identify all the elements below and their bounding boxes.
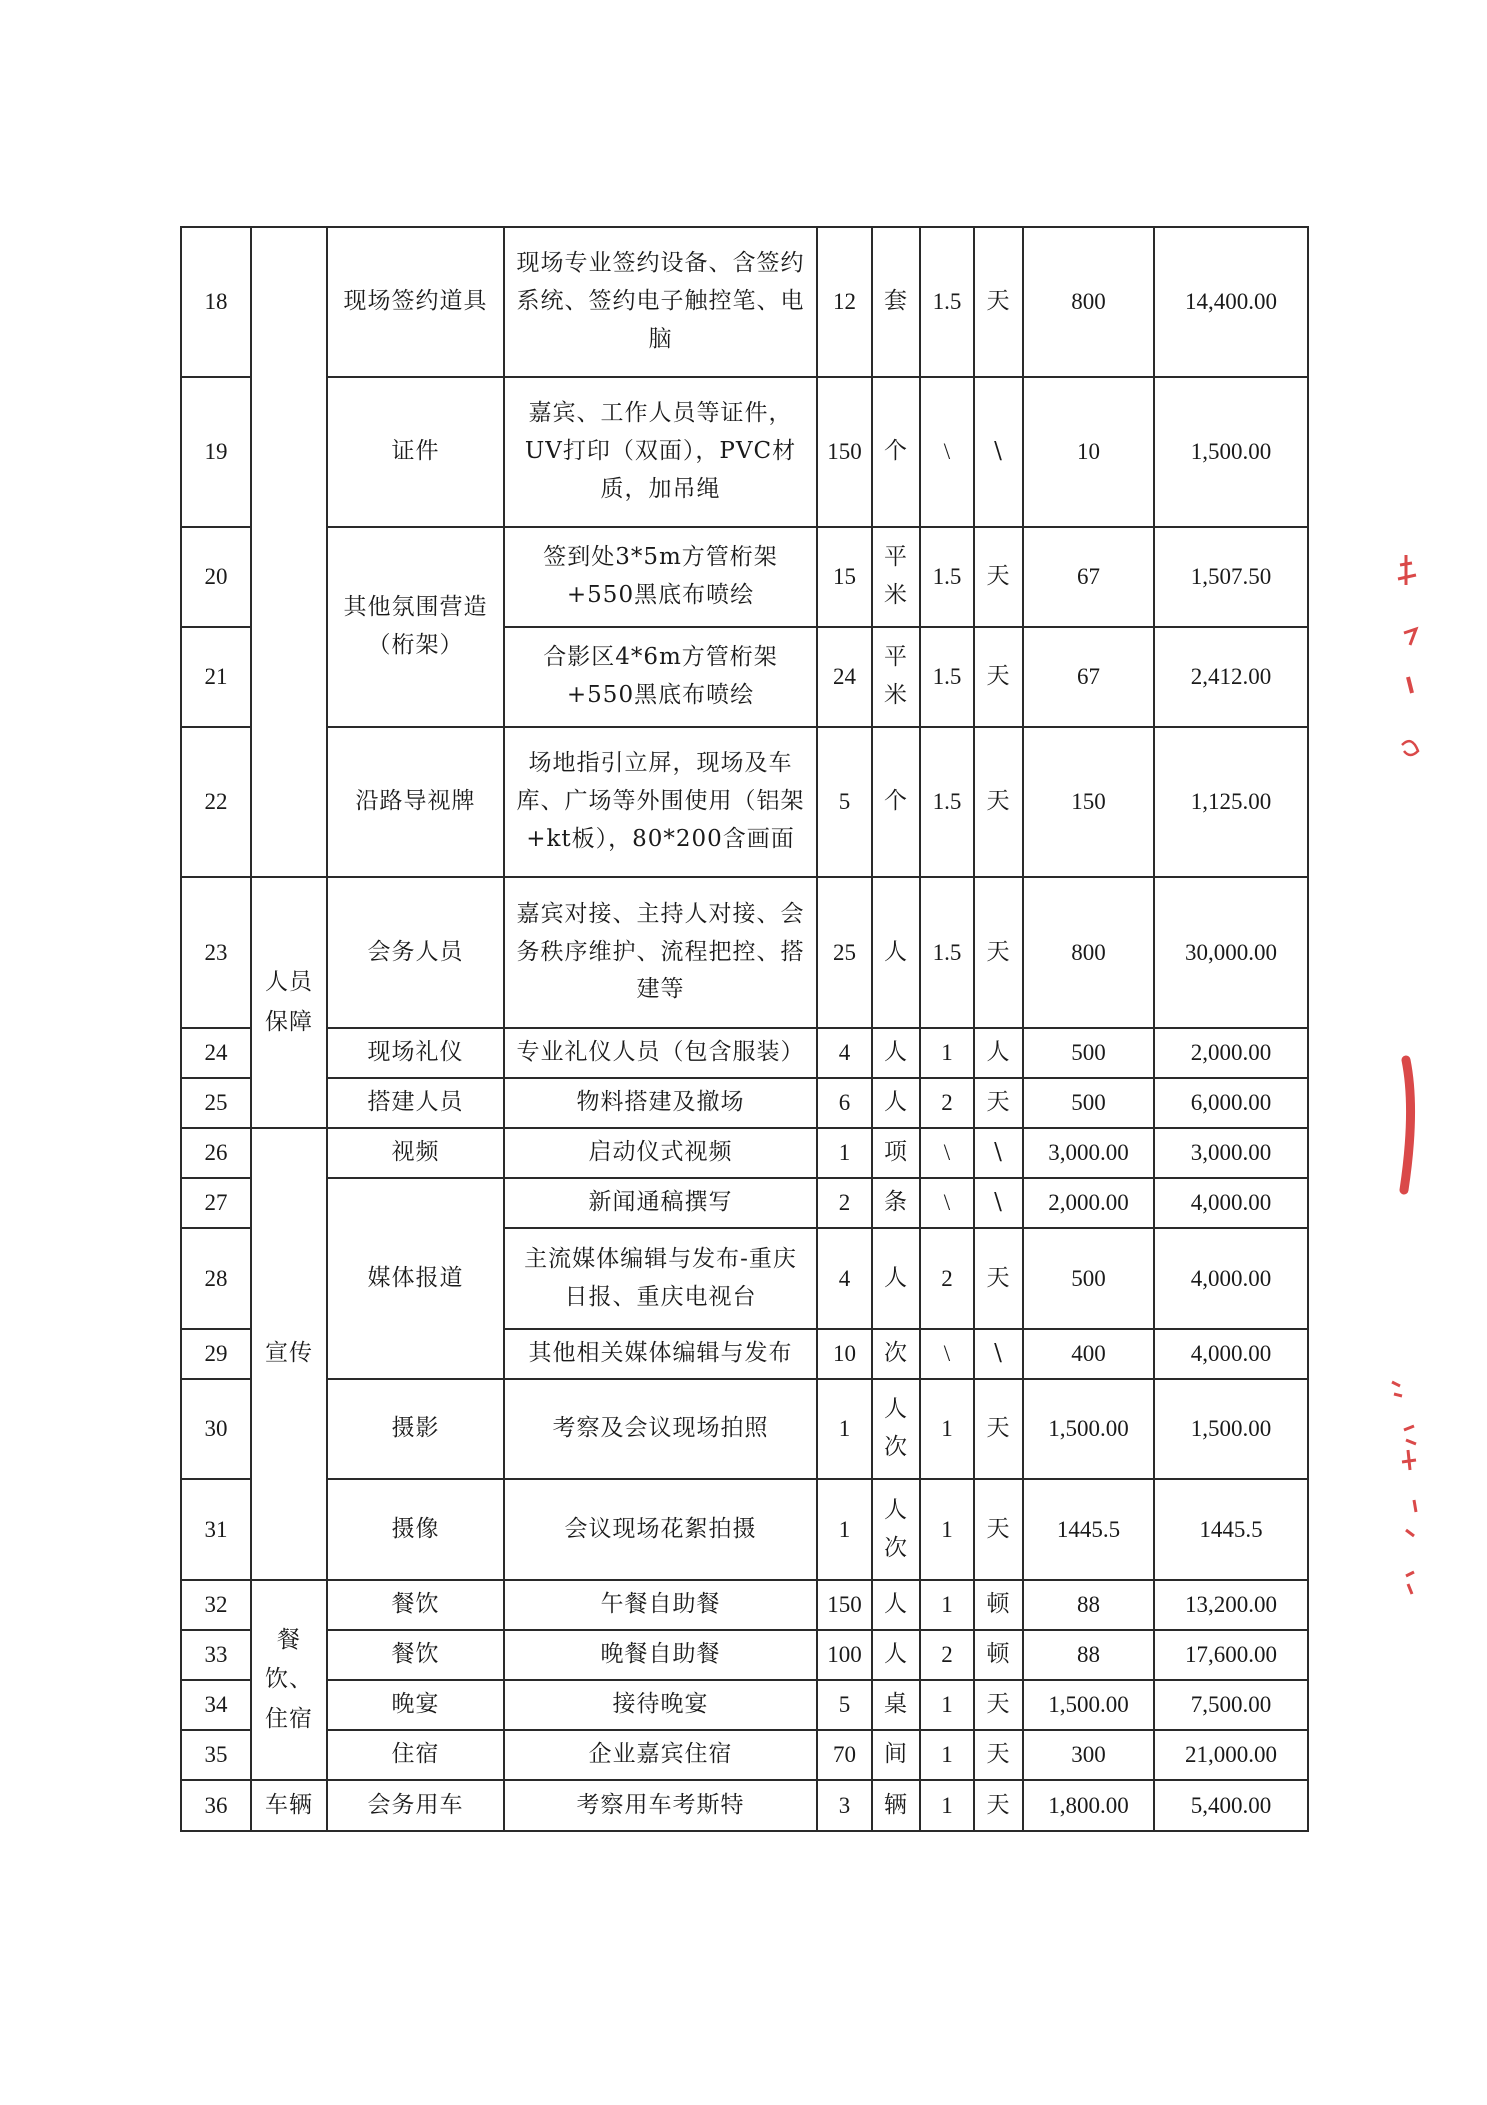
item-content: 其他相关媒体编辑与发布 (504, 1329, 817, 1379)
duration-unit: 天 (974, 527, 1023, 627)
table-row (181, 1780, 1308, 1831)
table-row (181, 1028, 1308, 1078)
duration: 1 (920, 1780, 974, 1831)
row-number: 23 (181, 877, 251, 1028)
duration: 1.5 (920, 627, 974, 727)
duration-unit: 天 (974, 1078, 1023, 1128)
item-name: 住宿 (327, 1730, 504, 1780)
line-total: 1,125.00 (1154, 727, 1308, 877)
item-content: 考察及会议现场拍照 (504, 1379, 817, 1479)
line-total: 30,000.00 (1154, 877, 1308, 1028)
duration: 1.5 (920, 227, 974, 377)
duration-unit: 天 (974, 1780, 1023, 1831)
item-name: 搭建人员 (327, 1078, 504, 1128)
row-number: 32 (181, 1580, 251, 1630)
row-number: 20 (181, 527, 251, 627)
unit: 平米 (872, 527, 920, 627)
unit-price: 800 (1023, 227, 1154, 377)
item-content: 考察用车考斯特 (504, 1780, 817, 1831)
table-row (181, 1580, 1308, 1630)
row-number: 24 (181, 1028, 251, 1078)
unit-price: 150 (1023, 727, 1154, 877)
duration: 1 (920, 1379, 974, 1479)
quantity: 5 (817, 727, 872, 877)
unit: 人 (872, 1630, 920, 1680)
duration-unit: 天 (974, 227, 1023, 377)
table-row (181, 1128, 1308, 1178)
item-name: 视频 (327, 1128, 504, 1178)
item-content: 物料搭建及撤场 (504, 1078, 817, 1128)
quantity: 4 (817, 1028, 872, 1078)
duration-unit: 人 (974, 1028, 1023, 1078)
item-name: 现场签约道具 (327, 227, 504, 377)
item-content: 合影区4*6m方管桁架+550黑底布喷绘 (504, 627, 817, 727)
category-cell: 人员保障 (251, 877, 327, 1128)
table-row (181, 527, 1308, 627)
unit-price: 67 (1023, 527, 1154, 627)
duration-unit: 顿 (974, 1580, 1023, 1630)
table-row (181, 1630, 1308, 1680)
quantity: 100 (817, 1630, 872, 1680)
duration: \ (920, 1178, 974, 1228)
table-row (181, 1479, 1308, 1580)
seal-mark-bottom (1384, 1370, 1424, 1610)
row-number: 35 (181, 1730, 251, 1780)
duration: \ (920, 1128, 974, 1178)
quantity: 2 (817, 1178, 872, 1228)
line-total: 21,000.00 (1154, 1730, 1308, 1780)
duration: 1.5 (920, 727, 974, 877)
seal-stamp-fragment (1392, 1050, 1422, 1200)
line-total: 1,507.50 (1154, 527, 1308, 627)
row-number: 22 (181, 727, 251, 877)
row-number: 27 (181, 1178, 251, 1228)
quantity: 3 (817, 1780, 872, 1831)
table-row (181, 1078, 1308, 1128)
duration-unit: 天 (974, 1228, 1023, 1329)
duration: 1 (920, 1479, 974, 1580)
item-content: 签到处3*5m方管桁架+550黑底布喷绘 (504, 527, 817, 627)
table-row (181, 727, 1308, 877)
item-name: 餐饮 (327, 1580, 504, 1630)
seal-mark-middle (1392, 1050, 1422, 1200)
unit-price: 3,000.00 (1023, 1128, 1154, 1178)
duration: 2 (920, 1078, 974, 1128)
duration-unit: \ (974, 377, 1023, 527)
row-number: 30 (181, 1379, 251, 1479)
seal-stamp-fragment (1384, 1370, 1424, 1610)
duration-unit: 天 (974, 1680, 1023, 1730)
unit-price: 300 (1023, 1730, 1154, 1780)
row-number: 28 (181, 1228, 251, 1329)
item-name: 晚宴 (327, 1680, 504, 1730)
quantity: 150 (817, 1580, 872, 1630)
seal-mark-top (1390, 545, 1430, 775)
unit-price: 400 (1023, 1329, 1154, 1379)
duration-unit: \ (974, 1128, 1023, 1178)
unit-price: 800 (1023, 877, 1154, 1028)
unit-price: 10 (1023, 377, 1154, 527)
item-content: 场地指引立屏，现场及车库、广场等外围使用（铝架+kt板），80*200含画面 (504, 727, 817, 877)
duration: 1.5 (920, 527, 974, 627)
unit: 人 (872, 1580, 920, 1630)
unit: 条 (872, 1178, 920, 1228)
row-number: 26 (181, 1128, 251, 1178)
item-name: 餐饮 (327, 1630, 504, 1680)
line-total: 1,500.00 (1154, 1379, 1308, 1479)
unit-price: 500 (1023, 1228, 1154, 1329)
duration-unit: 顿 (974, 1630, 1023, 1680)
line-total: 1445.5 (1154, 1479, 1308, 1580)
table-row (181, 1379, 1308, 1479)
unit: 个 (872, 727, 920, 877)
category-cell (251, 227, 327, 877)
unit: 辆 (872, 1780, 920, 1831)
duration: 1 (920, 1730, 974, 1780)
row-number: 19 (181, 377, 251, 527)
duration-unit: \ (974, 1178, 1023, 1228)
item-content: 嘉宾、工作人员等证件，UV打印（双面），PVC材质，加吊绳 (504, 377, 817, 527)
duration-unit: 天 (974, 727, 1023, 877)
unit: 次 (872, 1329, 920, 1379)
unit-price: 1,500.00 (1023, 1680, 1154, 1730)
table-row (181, 227, 1308, 377)
duration-unit: 天 (974, 1479, 1023, 1580)
line-total: 4,000.00 (1154, 1178, 1308, 1228)
line-total: 1,500.00 (1154, 377, 1308, 527)
table-row (181, 1178, 1308, 1228)
line-total: 4,000.00 (1154, 1329, 1308, 1379)
line-total: 4,000.00 (1154, 1228, 1308, 1329)
item-content: 接待晚宴 (504, 1680, 817, 1730)
duration: 1 (920, 1580, 974, 1630)
quantity: 1 (817, 1379, 872, 1479)
unit-price: 88 (1023, 1580, 1154, 1630)
category-cell: 餐饮、住宿 (251, 1580, 327, 1780)
duration-unit: \ (974, 1329, 1023, 1379)
quantity: 4 (817, 1228, 872, 1329)
row-number: 31 (181, 1479, 251, 1580)
item-content: 午餐自助餐 (504, 1580, 817, 1630)
duration: 1 (920, 1680, 974, 1730)
item-content: 现场专业签约设备、含签约系统、签约电子触控笔、电脑 (504, 227, 817, 377)
budget-table (180, 226, 1309, 1832)
duration: 1 (920, 1028, 974, 1078)
item-content: 嘉宾对接、主持人对接、会务秩序维护、流程把控、搭建等 (504, 877, 817, 1028)
duration-unit: 天 (974, 627, 1023, 727)
line-total: 7,500.00 (1154, 1680, 1308, 1730)
duration: \ (920, 1329, 974, 1379)
quantity: 25 (817, 877, 872, 1028)
duration-unit: 天 (974, 1379, 1023, 1479)
table-row (181, 877, 1308, 1028)
item-name: 沿路导视牌 (327, 727, 504, 877)
unit-price: 1,500.00 (1023, 1379, 1154, 1479)
item-content: 会议现场花絮拍摄 (504, 1479, 817, 1580)
item-content: 专业礼仪人员（包含服装） (504, 1028, 817, 1078)
quantity: 1 (817, 1128, 872, 1178)
quantity: 1 (817, 1479, 872, 1580)
seal-stamp-fragment (1390, 545, 1430, 775)
item-name: 会务人员 (327, 877, 504, 1028)
row-number: 36 (181, 1780, 251, 1831)
unit: 人次 (872, 1379, 920, 1479)
table-row (181, 377, 1308, 527)
unit: 人 (872, 877, 920, 1028)
row-number: 25 (181, 1078, 251, 1128)
unit: 人 (872, 1028, 920, 1078)
duration: 1.5 (920, 877, 974, 1028)
unit: 平米 (872, 627, 920, 727)
quantity: 6 (817, 1078, 872, 1128)
row-number: 18 (181, 227, 251, 377)
line-total: 13,200.00 (1154, 1580, 1308, 1630)
category-cell: 宣传 (251, 1128, 327, 1580)
quantity: 70 (817, 1730, 872, 1780)
line-total: 2,412.00 (1154, 627, 1308, 727)
item-name: 会务用车 (327, 1780, 504, 1831)
line-total: 17,600.00 (1154, 1630, 1308, 1680)
unit: 个 (872, 377, 920, 527)
unit-price: 2,000.00 (1023, 1178, 1154, 1228)
unit-price: 500 (1023, 1028, 1154, 1078)
item-content: 新闻通稿撰写 (504, 1178, 817, 1228)
duration-unit: 天 (974, 1730, 1023, 1780)
unit: 项 (872, 1128, 920, 1178)
category-cell: 车辆 (251, 1780, 327, 1831)
row-number: 21 (181, 627, 251, 727)
table-row (181, 1730, 1308, 1780)
item-content: 主流媒体编辑与发布-重庆日报、重庆电视台 (504, 1228, 817, 1329)
quantity: 15 (817, 527, 872, 627)
row-number: 33 (181, 1630, 251, 1680)
unit: 人 (872, 1078, 920, 1128)
item-name: 现场礼仪 (327, 1028, 504, 1078)
quantity: 12 (817, 227, 872, 377)
item-name: 摄像 (327, 1479, 504, 1580)
line-total: 14,400.00 (1154, 227, 1308, 377)
unit: 间 (872, 1730, 920, 1780)
duration: 2 (920, 1228, 974, 1329)
item-content: 企业嘉宾住宿 (504, 1730, 817, 1780)
line-total: 3,000.00 (1154, 1128, 1308, 1178)
table-row (181, 1680, 1308, 1730)
item-name: 证件 (327, 377, 504, 527)
unit: 套 (872, 227, 920, 377)
item-content: 晚餐自助餐 (504, 1630, 817, 1680)
unit-price: 1445.5 (1023, 1479, 1154, 1580)
unit-price: 88 (1023, 1630, 1154, 1680)
unit-price: 500 (1023, 1078, 1154, 1128)
row-number: 34 (181, 1680, 251, 1730)
item-name: 其他氛围营造（桁架） (327, 527, 504, 727)
duration: \ (920, 377, 974, 527)
item-content: 启动仪式视频 (504, 1128, 817, 1178)
line-total: 5,400.00 (1154, 1780, 1308, 1831)
line-total: 6,000.00 (1154, 1078, 1308, 1128)
unit-price: 67 (1023, 627, 1154, 727)
quantity: 5 (817, 1680, 872, 1730)
unit: 人次 (872, 1479, 920, 1580)
quantity: 150 (817, 377, 872, 527)
quantity: 24 (817, 627, 872, 727)
unit: 桌 (872, 1680, 920, 1730)
quantity: 10 (817, 1329, 872, 1379)
unit-price: 1,800.00 (1023, 1780, 1154, 1831)
duration: 2 (920, 1630, 974, 1680)
unit: 人 (872, 1228, 920, 1329)
row-number: 29 (181, 1329, 251, 1379)
item-name: 媒体报道 (327, 1178, 504, 1379)
item-name: 摄影 (327, 1379, 504, 1479)
duration-unit: 天 (974, 877, 1023, 1028)
line-total: 2,000.00 (1154, 1028, 1308, 1078)
